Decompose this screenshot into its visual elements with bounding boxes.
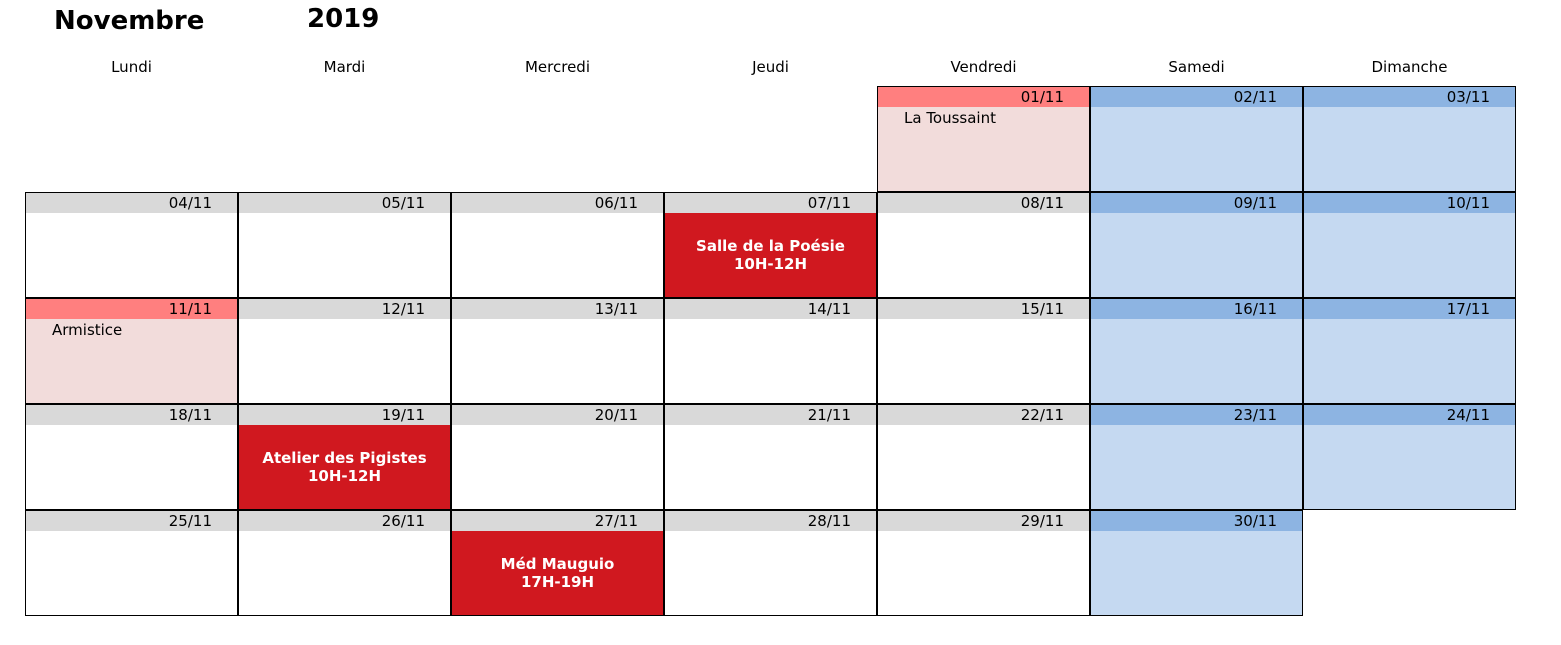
month-title: Novembre: [54, 6, 205, 36]
day-cell[interactable]: [877, 86, 1090, 192]
weekday-header-saturday: Samedi: [1168, 58, 1225, 76]
weekday-header-sunday: Dimanche: [1371, 58, 1448, 76]
day-cell[interactable]: [1090, 86, 1303, 192]
day-date: 25/11: [26, 511, 237, 531]
day-date: 13/11: [452, 299, 663, 319]
day-date: 30/11: [1091, 511, 1302, 531]
day-cell[interactable]: [25, 192, 238, 298]
day-date: 10/11: [1304, 193, 1515, 213]
day-date: 06/11: [452, 193, 663, 213]
holiday-label: Armistice: [52, 321, 123, 339]
day-date: 12/11: [239, 299, 450, 319]
day-date: 20/11: [452, 405, 663, 425]
day-date: 16/11: [1091, 299, 1302, 319]
day-cell[interactable]: [25, 298, 238, 404]
day-cell[interactable]: [451, 510, 664, 616]
day-cell[interactable]: [25, 404, 238, 510]
day-cell[interactable]: [877, 192, 1090, 298]
day-cell[interactable]: [664, 192, 877, 298]
day-date: 04/11: [26, 193, 237, 213]
event-block[interactable]: [452, 531, 663, 615]
day-cell[interactable]: [664, 510, 877, 616]
day-date: 28/11: [665, 511, 876, 531]
event-title: Atelier des Pigistes: [262, 449, 427, 467]
day-date: 07/11: [665, 193, 876, 213]
day-date: 11/11: [26, 299, 237, 319]
day-date: 29/11: [878, 511, 1089, 531]
day-cell[interactable]: [238, 510, 451, 616]
day-cell[interactable]: [1090, 510, 1303, 616]
weekday-header-wednesday: Mercredi: [524, 58, 590, 76]
day-cell[interactable]: [877, 510, 1090, 616]
day-date: 05/11: [239, 193, 450, 213]
event-time: 10H-12H: [733, 255, 808, 273]
day-cell[interactable]: [664, 298, 877, 404]
weekday-header-monday: Lundi: [111, 58, 152, 76]
day-cell[interactable]: [1303, 192, 1516, 298]
day-date: 19/11: [239, 405, 450, 425]
day-cell[interactable]: [1090, 298, 1303, 404]
day-date: 26/11: [239, 511, 450, 531]
day-cell[interactable]: [877, 298, 1090, 404]
day-cell[interactable]: [664, 404, 877, 510]
day-date: 18/11: [26, 405, 237, 425]
day-cell[interactable]: [877, 404, 1090, 510]
event-time: 17H-19H: [520, 573, 595, 591]
day-cell[interactable]: [1303, 404, 1516, 510]
day-date: 24/11: [1304, 405, 1515, 425]
event-time: 10H-12H: [307, 467, 382, 485]
day-date: 17/11: [1304, 299, 1515, 319]
day-cell[interactable]: [451, 192, 664, 298]
weekday-header-thursday: Jeudi: [752, 58, 789, 76]
day-cell[interactable]: [1303, 298, 1516, 404]
weekday-header-friday: Vendredi: [950, 58, 1017, 76]
day-date: 01/11: [878, 87, 1089, 107]
day-cell[interactable]: [451, 404, 664, 510]
day-cell[interactable]: [238, 404, 451, 510]
day-cell[interactable]: [238, 298, 451, 404]
day-cell[interactable]: [238, 192, 451, 298]
holiday-label: La Toussaint: [904, 109, 996, 127]
day-cell[interactable]: [25, 510, 238, 616]
day-date: 09/11: [1091, 193, 1302, 213]
day-cell[interactable]: [451, 298, 664, 404]
day-date: 22/11: [878, 405, 1089, 425]
event-block[interactable]: [665, 213, 876, 297]
event-title: Salle de la Poésie: [696, 237, 845, 255]
day-date: 27/11: [452, 511, 663, 531]
day-cell[interactable]: [1303, 86, 1516, 192]
weekday-header-tuesday: Mardi: [323, 58, 366, 76]
day-cell[interactable]: [1090, 404, 1303, 510]
event-block[interactable]: [239, 425, 450, 509]
day-date: 02/11: [1091, 87, 1302, 107]
day-date: 21/11: [665, 405, 876, 425]
year-title: 2019: [307, 4, 380, 34]
day-date: 03/11: [1304, 87, 1515, 107]
day-cell[interactable]: [1090, 192, 1303, 298]
day-date: 08/11: [878, 193, 1089, 213]
day-date: 23/11: [1091, 405, 1302, 425]
day-date: 14/11: [665, 299, 876, 319]
event-title: Méd Mauguio: [500, 555, 615, 573]
day-date: 15/11: [878, 299, 1089, 319]
